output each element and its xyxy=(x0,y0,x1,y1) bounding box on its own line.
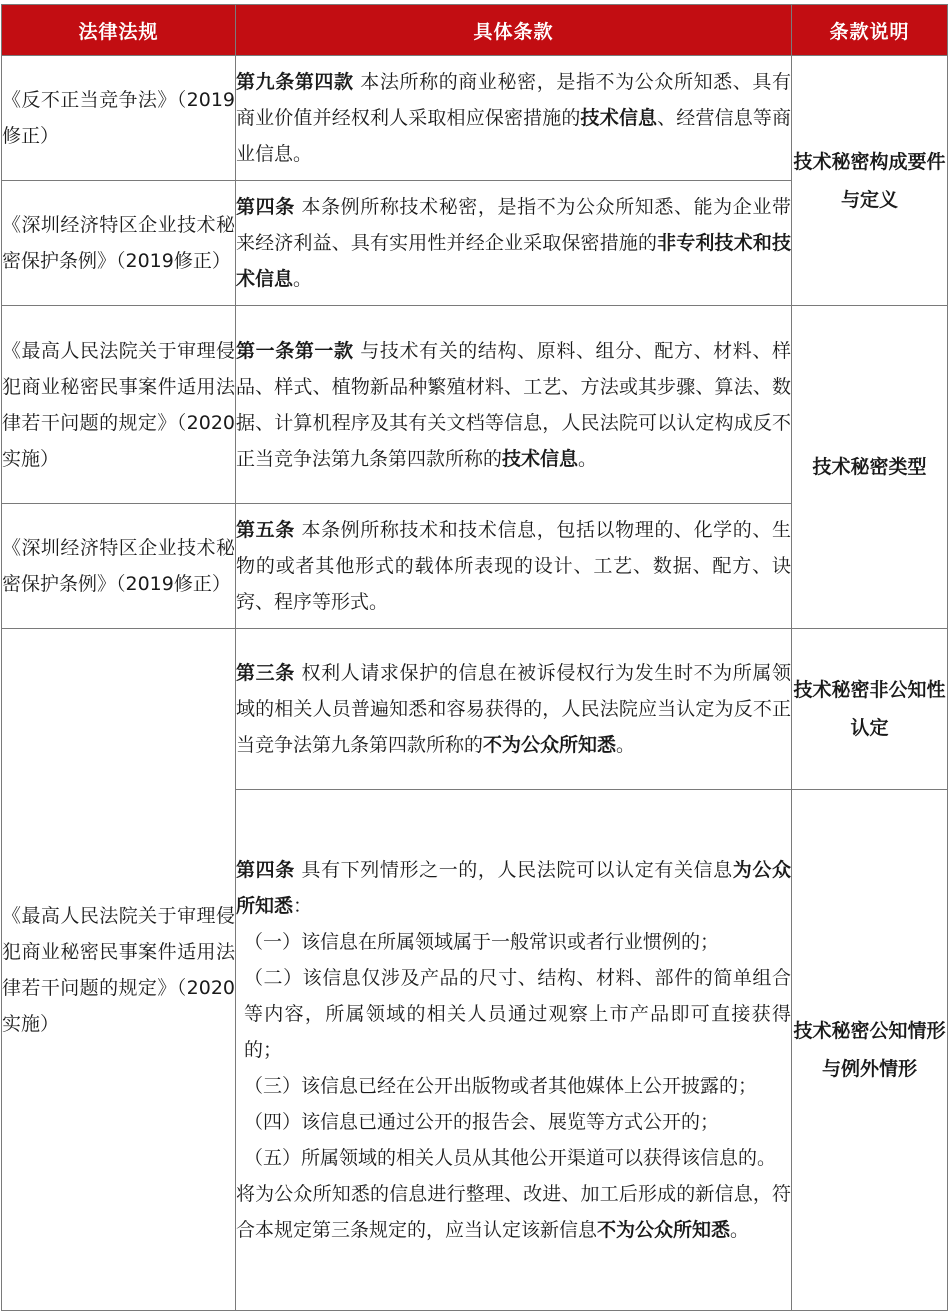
law-cell xyxy=(2,56,236,181)
clause-lead: 第一条第一款 xyxy=(236,339,354,362)
clause-cell xyxy=(236,56,792,181)
law-table xyxy=(1,4,948,1311)
clause-bold: 不为公众所知悉 xyxy=(483,734,617,756)
explain-text: 技术秘密类型 xyxy=(812,456,927,478)
law-cell xyxy=(2,306,236,504)
clause-tail: 、经营信息等商业信息。 xyxy=(236,107,791,165)
law-name: 《最高人民法院关于审理侵犯商业秘密民事案件适用法律若干问题的规定》（2020实施） xyxy=(2,904,235,1035)
clause-final-bold: 不为公众所知悉 xyxy=(597,1219,731,1241)
law-name: 《反不正当竞争法》（2019修正） xyxy=(2,89,235,147)
explain-text: 技术秘密非公知性认定 xyxy=(793,679,946,739)
table-row xyxy=(2,306,948,504)
explain-text: 技术秘密公知情形与例外情形 xyxy=(793,1020,946,1080)
clause-lead: 第九条第四款 xyxy=(236,71,354,93)
header-clause: 具体条款 xyxy=(236,5,792,56)
clause-item: （四）该信息已通过公开的报告会、展览等方式公开的； xyxy=(244,1111,720,1133)
clause-item: （五）所属领域的相关人员从其他公开渠道可以获得该信息的。 xyxy=(244,1147,777,1169)
clause-cell xyxy=(236,790,792,1311)
clause-final-text: 将为公众所知悉的信息进行整理、改进、加工后形成的新信息，符合本规定第三条规定的，应当认定该新信息 xyxy=(236,1183,791,1241)
clause-tail: 。 xyxy=(616,734,636,756)
clause-text: 本法所称的商业秘密，是指不为公众所知悉、具有商业价值并经权利人采取相应保密措施的 xyxy=(236,71,791,129)
law-name: 《最高人民法院关于审理侵犯商业秘密民事案件适用法律若干问题的规定》（2020实施） xyxy=(2,339,235,470)
law-name: 《深圳经济特区企业技术秘密保护条例》（2019修正） xyxy=(2,214,235,272)
clause-item: （一）该信息在所属领域属于一般常识或者行业惯例的； xyxy=(244,931,720,953)
table-header-row xyxy=(2,5,948,56)
clause-text: 权利人请求保护的信息在被诉侵权行为发生时不为所属领域的相关人员普遍知悉和容易获得的，人民法院应当认定为反不正当竞争法第九条第四款所称的 xyxy=(236,662,791,756)
header-explain: 条款说明 xyxy=(792,5,948,56)
clause-bold: 为公众所知悉 xyxy=(236,859,791,917)
clause-lead: 第三条 xyxy=(236,662,295,684)
clause-text: 本条例所称技术秘密，是指不为公众所知悉、能为企业带来经济利益、具有实用性并经企业采取保密措施的 xyxy=(236,196,791,254)
law-cell xyxy=(2,181,236,306)
explain-text: 技术秘密构成要件与定义 xyxy=(793,150,946,211)
clause-lead: 第四条 xyxy=(236,196,295,218)
clause-cell xyxy=(236,181,792,306)
clause-lead: 第五条 xyxy=(236,519,295,541)
explain-cell xyxy=(792,306,948,629)
law-name: 《深圳经济特区企业技术秘密保护条例》（2019修正） xyxy=(2,537,235,595)
clause-bold: 技术信息 xyxy=(502,447,579,470)
clause-cell xyxy=(236,504,792,629)
table-row xyxy=(2,56,948,181)
clause-text: 具有下列情形之一的，人民法院可以认定有关信息 xyxy=(294,859,733,881)
clause-item: （二）该信息仅涉及产品的尺寸、结构、材料、部件的简单组合等内容，所属领域的相关人员通过观察上市产品即可直接获得的； xyxy=(244,967,791,1061)
clause-bold: 非专利技术和技术信息 xyxy=(236,232,791,290)
explain-cell xyxy=(792,56,948,306)
clause-text: 与技术有关的结构、原料、组分、配方、材料、样品、样式、植物新品种繁殖材料、工艺、方法或其步骤、算法、数据、计算机程序及其有关文档等信息，人民法院可以认定构成反不正当竞争法第九条第四款所称的 xyxy=(236,339,791,470)
explain-cell xyxy=(792,790,948,1311)
clause-item: （三）该信息已经在公开出版物或者其他媒体上公开披露的； xyxy=(244,1075,758,1097)
header-law: 法律法规 xyxy=(2,5,236,56)
clause-cell xyxy=(236,306,792,504)
table-row xyxy=(2,629,948,790)
law-cell xyxy=(2,629,236,1311)
explain-cell xyxy=(792,629,948,790)
clause-bold: 技术信息 xyxy=(580,107,658,129)
clause-cell xyxy=(236,629,792,790)
clause-tail: ： xyxy=(293,895,313,917)
law-cell xyxy=(2,504,236,629)
clause-lead: 第四条 xyxy=(236,859,295,881)
clause-final-tail: 。 xyxy=(730,1219,750,1241)
clause-text: 本条例所称技术和技术信息，包括以物理的、化学的、生物的或者其他形式的载体所表现的设计、工艺、数据、配方、诀窍、程序等形式。 xyxy=(236,519,791,613)
clause-tail: 。 xyxy=(293,268,313,290)
clause-tail: 。 xyxy=(578,447,598,470)
